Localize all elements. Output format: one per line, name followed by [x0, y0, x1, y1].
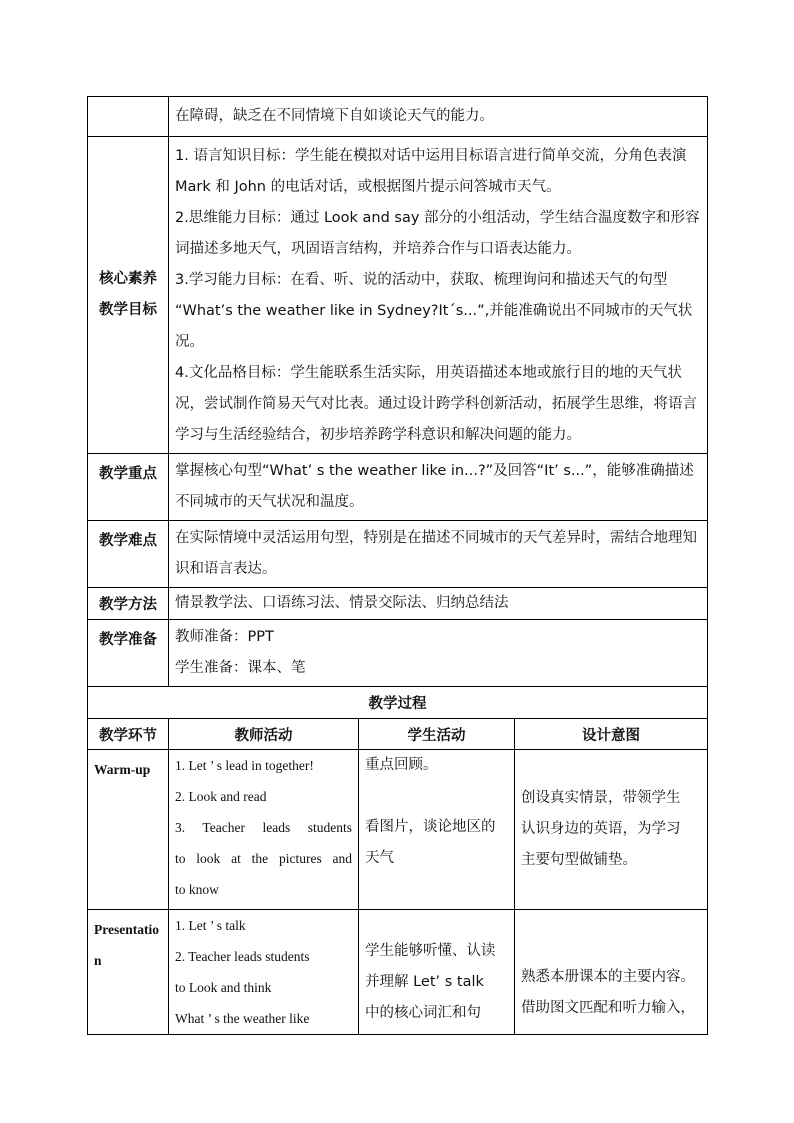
goals-label-text: 核心素养教学目标: [98, 271, 157, 318]
method-row: [88, 588, 708, 620]
intro-label-cell: [88, 97, 169, 137]
warmup-stage: Warm-up: [88, 750, 169, 910]
warmup-teacher: [169, 750, 359, 910]
warmup-student-line-4: 天气: [365, 850, 394, 866]
presentation-intent: [515, 910, 708, 1035]
prep-label: 教学准备: [88, 620, 169, 687]
prep-student: 学生准备：课本、笔: [175, 660, 306, 676]
process-title: 教学过程: [88, 687, 708, 719]
key-row: [88, 454, 708, 521]
warmup-teacher-line-2: 2. Look and read: [175, 789, 267, 804]
presentation-stage: Presentation: [88, 910, 169, 1035]
lesson-info-table: [87, 96, 708, 687]
difficult-content: 在实际情境中灵活运用句型，特别是在描述不同城市的天气差异时，需结合地理知识和语言表达。: [169, 521, 708, 588]
presentation-teacher-line-1: 1. Let ’ s talk: [175, 918, 246, 933]
presentation-student: [359, 910, 515, 1035]
method-label: 教学方法: [88, 588, 169, 620]
warmup-row: [88, 750, 708, 910]
intro-content: [169, 97, 708, 137]
header-stage: 教学环节: [88, 719, 169, 750]
goals-label: [88, 137, 169, 454]
warmup-intent-line-1: 创设真实情景，带领学生: [521, 790, 681, 806]
goal-3: 3.学习能力目标：在看、听、说的活动中，获取、梳理询问和描述天气的句型 “What’s the weather like in Sydney?It´s...”,并能准确说出不同城市的天气状况。: [175, 272, 693, 350]
header-teacher: 教师活动: [169, 719, 359, 750]
goals-content: [169, 137, 708, 454]
method-content: 情景教学法、口语练习法、情景交际法、归纳总结法: [169, 588, 708, 620]
presentation-teacher-line-2: 2. Teacher leads students: [175, 949, 310, 964]
warmup-student: [359, 750, 515, 910]
difficult-row: [88, 521, 708, 588]
warmup-teacher-line-3: 3. Teacher leads students: [175, 820, 352, 835]
warmup-student-line-1: 重点回顾。: [365, 757, 438, 773]
process-table: [87, 686, 708, 1035]
key-label: 教学重点: [88, 454, 169, 521]
warmup-intent-line-2: 认识身边的英语，为学习: [521, 821, 681, 837]
header-student: 学生活动: [359, 719, 515, 750]
lesson-plan-page: [87, 96, 707, 1035]
warmup-teacher-line-4: to look at the pictures and: [175, 851, 352, 866]
goal-1: 1. 语言知识目标：学生能在模拟对话中运用目标语言进行简单交流，分角色表演 Mark 和 John 的电话对话，或根据图片提示问答城市天气。: [175, 148, 687, 195]
presentation-teacher: [169, 910, 359, 1035]
presentation-student-line-3: 中的核心词汇和句: [365, 1005, 481, 1021]
goal-2: 2.思维能力目标：通过 Look and say 部分的小组活动，学生结合温度数字和形容词描述多地天气，巩固语言结构，并培养合作与口语表达能力。: [175, 210, 700, 257]
warmup-teacher-line-5: to know: [175, 882, 219, 897]
warmup-student-line-2: [365, 781, 508, 812]
intro-row: [88, 97, 708, 137]
header-intent: 设计意图: [515, 719, 708, 750]
presentation-row: [88, 910, 708, 1035]
difficult-label: 教学难点: [88, 521, 169, 588]
intro-text: 在障碍，缺乏在不同情境下自如谈论天气的能力。: [175, 108, 494, 124]
warmup-teacher-line-1: 1. Let ’ s lead in together!: [175, 758, 314, 773]
goal-4: 4.文化品格目标：学生能联系生活实际，用英语描述本地或旅行目的地的天气状况，尝试制作简易天气对比表。通过设计跨学科创新活动，拓展学生思维，将语言学习与生活经验结合，初步培养跨学科意识和解决问题的能力。: [175, 365, 697, 443]
process-header-row: [88, 719, 708, 750]
goals-row: [88, 137, 708, 454]
prep-teacher: 教师准备：PPT: [175, 629, 274, 645]
presentation-teacher-line-3: to Look and think: [175, 980, 272, 995]
presentation-intent-line-1: 熟悉本册课本的主要内容。: [521, 969, 695, 985]
key-content: 掌握核心句型“What’ s the weather like in...?”及回答“It’ s...”，能够准确描述不同城市的天气状况和温度。: [169, 454, 708, 521]
prep-row: [88, 620, 708, 687]
prep-content: [169, 620, 708, 687]
presentation-student-line-2: 并理解 Let’ s talk: [365, 974, 484, 990]
presentation-teacher-line-4: What ’ s the weather like: [175, 1011, 310, 1026]
warmup-student-line-3: 看图片，谈论地区的: [365, 819, 496, 835]
warmup-intent-line-3: 主要句型做铺垫。: [521, 852, 637, 868]
presentation-intent-line-2: 借助图文匹配和听力输入，: [521, 1000, 695, 1016]
process-title-row: [88, 687, 708, 719]
presentation-student-line-1: 学生能够听懂、认读: [365, 943, 496, 959]
warmup-intent: [515, 750, 708, 910]
